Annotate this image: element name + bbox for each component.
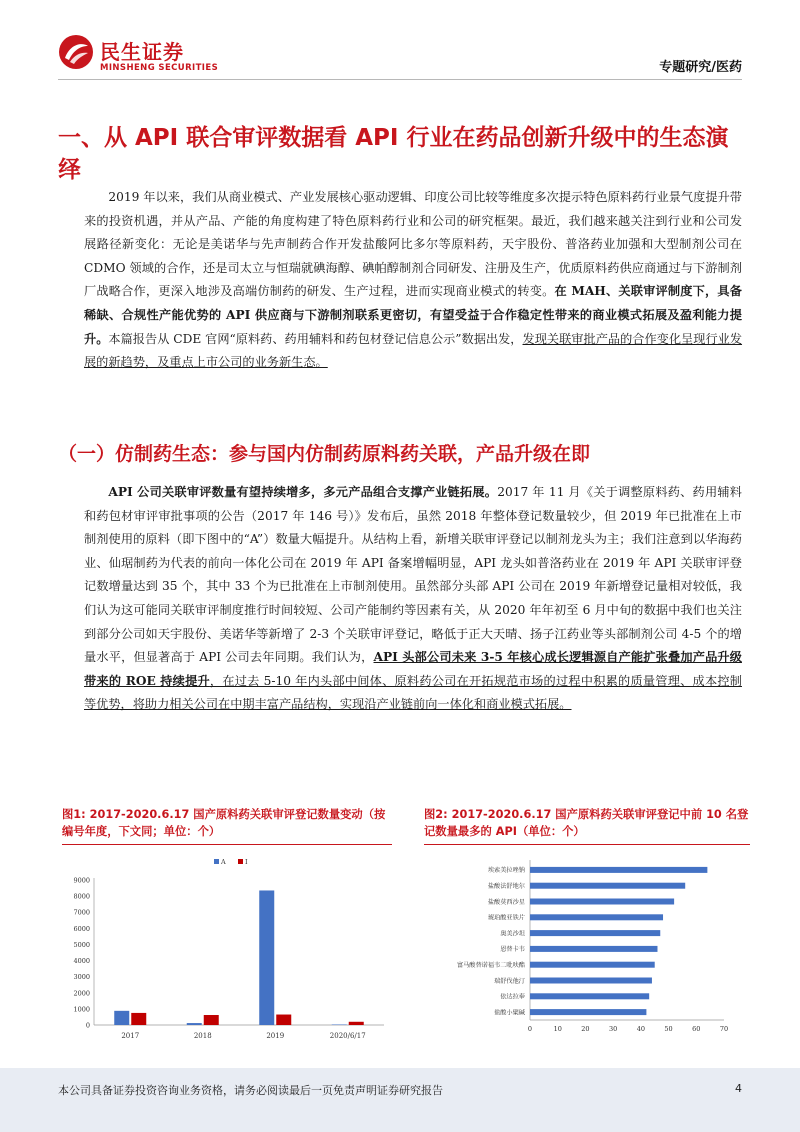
page-number: 4 xyxy=(735,1082,742,1095)
figure2-title: 图2: 2017-2020.6.17 国产原料药关联审评登记中前 10 名登记数量最多的 API（单位：个） xyxy=(424,808,749,838)
figure1-chart xyxy=(62,850,392,1045)
bar-A-2019 xyxy=(259,890,274,1025)
intro-paragraph xyxy=(84,186,742,375)
bar-I-2020/6/17 xyxy=(349,1022,364,1025)
para2-sentence-2: 2017 年 11 月《关于调整原料药、药用辅料和药包材审评审批事项的公告（2017 年 146 号）》发布后，虽然 2018 年整体登记数量较少，但 2019 年已批准在上市制剂使用的原料（即下图中的“A”）数量大幅提升。从结构上看，新增关联审评登记以制剂龙头为主；我们注意到以华海药业、仙琚制药为代表的前向一体化公司在 2019 年 API 备案增幅明显，API 龙头如普洛药业在 2019 年 API 关联审评登记数增量达到 35 个，其中 33 个为已批准在上市制剂使用。虽然部分头部 API 公司在 2019 年新增登记量相对较低，我们认为这可能同关联审评制度推行时间较短、公司产能制约等因素有关，从 2020 年年初至 6 月中旬的数据中我们也关注到部分公司如天宇股份、美诺华等新增了 2-3 个关联审评登记，略低于正大天晴、扬子江药业等头部制剂公司 4-5 个的增量水平，但显著高于 API 公司去年同期。我们认为， xyxy=(84,485,742,665)
para1-sentence-4: 本篇报告从 CDE 官网“原料药、药用辅料和药包材登记信息公示”数据出发， xyxy=(108,331,523,346)
bar-盐酸小檗碱 xyxy=(530,1009,646,1015)
bar-盐酸法舒地尔 xyxy=(530,883,685,889)
bar-A-2018 xyxy=(187,1023,202,1025)
bar-I-2017 xyxy=(131,1013,146,1025)
bar-瑞舒伐他汀 xyxy=(530,978,652,984)
figure2-chart xyxy=(424,850,750,1045)
figure2-title-rule xyxy=(424,844,750,845)
company-logo xyxy=(58,34,258,76)
x-tick-label: 2017 xyxy=(121,1032,140,1040)
para2-lead-sentence: API 公司关联审评数量有望持续增多，多元产品组合支撑产业链拓展。 xyxy=(108,485,498,499)
x-tick-label: 50 xyxy=(664,1025,673,1033)
y-tick-label: 3000 xyxy=(73,973,90,982)
document-type: 专题研究/医药 xyxy=(659,60,742,75)
category-label: 富马酸替诺福韦二吡呋酯 xyxy=(456,962,525,969)
header-divider xyxy=(58,79,742,80)
bar-恩替卡韦 xyxy=(530,946,657,952)
category-label: 盐酸小檗碱 xyxy=(494,1009,525,1017)
x-tick-label: 60 xyxy=(692,1025,701,1033)
category-label: 依达拉奉 xyxy=(500,993,525,1001)
para1-underlined-finding: 发现关联审批产品的合作变化呈现行业发展的新趋势，及重点上市公司的业务新生态。 xyxy=(84,331,743,370)
analysis-paragraph xyxy=(84,481,742,717)
category-label: 盐酸莫西沙星 xyxy=(487,898,525,906)
legend-swatch-I xyxy=(238,859,243,864)
x-tick-label: 2018 xyxy=(193,1032,212,1040)
y-tick-label: 6000 xyxy=(73,924,90,933)
y-tick-label: 0 xyxy=(85,1021,90,1030)
x-tick-label: 10 xyxy=(553,1025,562,1033)
y-tick-label: 1000 xyxy=(73,1005,90,1014)
x-tick-label: 0 xyxy=(527,1025,533,1033)
para1-sentence-1: 2019 年以来，我们从商业模式、产业发展核心驱动逻辑、印度公司比较等维度多次提示特色原料药行业景气度提升带来的投资机遇，并从产品、产能的角度构建了特色原料药行业和公司的研究框架。 xyxy=(84,190,742,228)
bar-琥珀酸亚铁片 xyxy=(530,914,663,920)
logo-mark-icon xyxy=(58,34,94,70)
y-tick-label: 4000 xyxy=(73,957,90,966)
para1-key-conclusion: 在 MAH、关联审评制度下，具备稀缺、合规性产能优势的 API 供应商与下游制剂联系更密切，有望受益于合作稳定性带来的商业模式拓展及盈利能力提升。 xyxy=(84,284,742,346)
category-label: 盐酸法舒地尔 xyxy=(487,883,525,890)
y-tick-label: 9000 xyxy=(73,876,90,885)
category-label: 恩替卡韦 xyxy=(500,946,525,954)
category-label: 瑞舒伐他汀 xyxy=(494,977,525,985)
logo-cn-text: 民生证券 xyxy=(100,40,184,64)
para1-sentence-2: 最近，我们越来越关注到行业和公司发展路径新变化：无论是美诺华与先声制药合作开发盐酸阿比多尔等原料药，天宇股份、普洛药业加强和大型制剂公司在 CDMO 领域的合作，还是司太立与恒瑞就碘海醇、碘帕醇制剂合同研发、注册及生产，优质原料药供应商通过与下游制剂厂战略合作，更深入地涉及高端仿制药的研发、生产过程，进而实现商业模式的转变。 xyxy=(84,213,743,299)
category-label: 埃索美拉唑钠 xyxy=(487,867,525,875)
legend-swatch-A xyxy=(214,859,219,864)
bar-奥美沙坦 xyxy=(530,930,660,936)
y-tick-label: 7000 xyxy=(73,908,90,917)
figure1-title: 图1: 2017-2020.6.17 国产原料药关联审评登记数量变动（按编号年度，下文同；单位：个） xyxy=(62,808,386,838)
para2-underlined-tail: ，在过去 5-10 年内头部中间体、原料药公司在开拓规范市场的过程中积累的质量管理、成本控制等优势，将助力相关公司在中期丰富产品结构，实现沿产业链前向一体化和商业模式拓展。 xyxy=(84,673,742,712)
bar-富马酸替诺福韦二吡呋酯 xyxy=(530,962,655,968)
x-tick-label: 70 xyxy=(719,1025,729,1033)
y-tick-label: 8000 xyxy=(73,892,90,901)
x-tick-label: 30 xyxy=(609,1025,618,1033)
category-label: 琥珀酸亚铁片 xyxy=(487,914,525,922)
bar-A-2017 xyxy=(114,1011,129,1025)
bar-I-2018 xyxy=(204,1015,219,1025)
x-tick-label: 20 xyxy=(581,1025,590,1033)
x-tick-label: 2019 xyxy=(266,1032,285,1040)
legend-label-A: A xyxy=(221,858,226,866)
logo-en-text: MINSHENG SECURITIES xyxy=(100,63,219,73)
x-tick-label: 40 xyxy=(636,1025,645,1033)
y-tick-label: 2000 xyxy=(73,989,90,998)
footer-disclaimer: 本公司具备证券投资咨询业务资格，请务必阅读最后一页免责声明证券研究报告 xyxy=(58,1084,443,1097)
bar-埃索美拉唑钠 xyxy=(530,867,707,873)
y-tick-label: 5000 xyxy=(73,940,90,949)
section-title: 一、从 API 联合审评数据看 API 行业在药品创新升级中的生态演绎 xyxy=(58,125,729,183)
subsection-title: （一）仿制药生态：参与国内仿制药原料药关联，产品升级在即 xyxy=(58,443,591,465)
bar-依达拉奉 xyxy=(530,993,649,999)
figure1-title-rule xyxy=(62,844,392,845)
x-tick-label: 2020/6/17 xyxy=(329,1032,366,1040)
legend-label-I: I xyxy=(245,858,248,866)
para2-key-conclusion: API 头部公司未来 3-5 年核心成长逻辑源自产能扩张叠加产品升级带来的 ROE 持续提升 xyxy=(84,650,742,688)
bar-盐酸莫西沙星 xyxy=(530,899,674,905)
bar-I-2019 xyxy=(276,1015,291,1025)
category-label: 奥美沙坦 xyxy=(500,930,525,938)
page-header xyxy=(0,0,800,90)
page-footer xyxy=(0,1068,800,1132)
